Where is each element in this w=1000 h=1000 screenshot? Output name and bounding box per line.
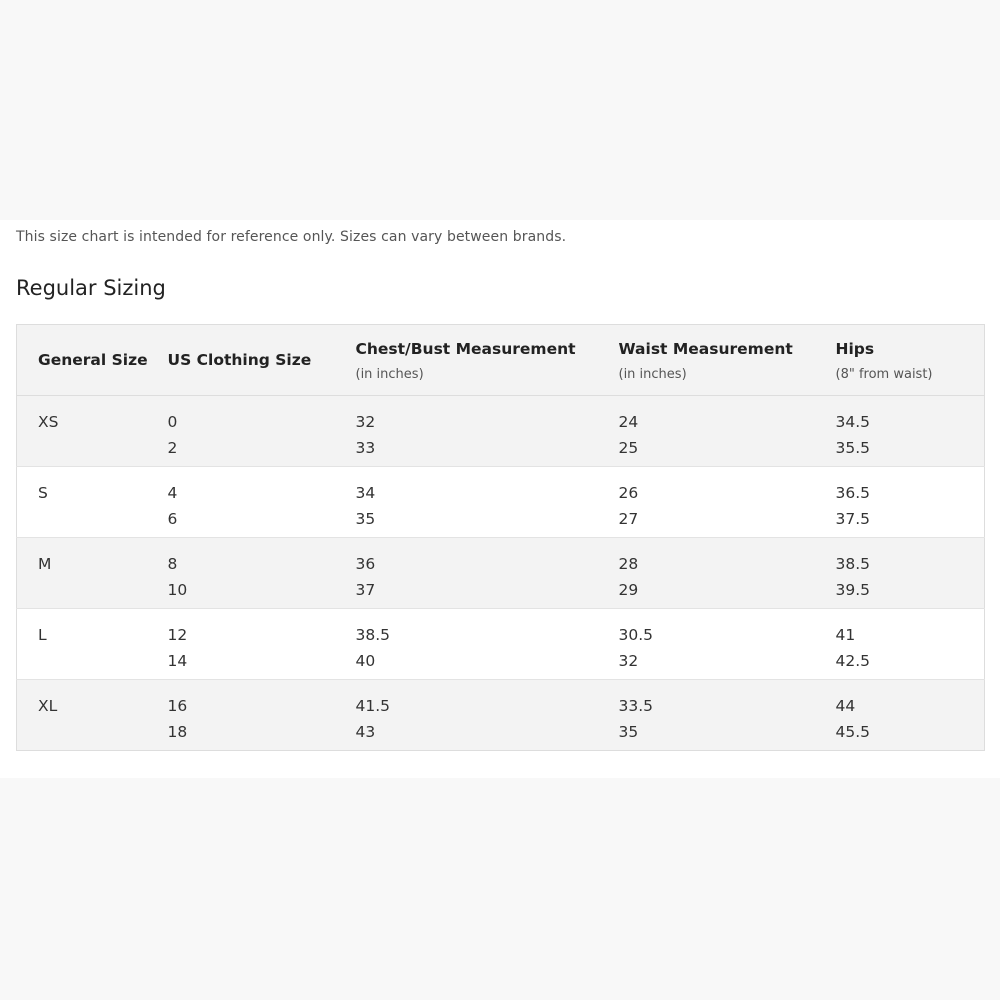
- table-row: [17, 467, 985, 538]
- cell-value: 39.5: [835, 581, 871, 599]
- cell-value: 44: [835, 697, 856, 715]
- cell-value: 12: [167, 626, 188, 644]
- general-size-cell: XS: [38, 413, 59, 431]
- cell-value: 14: [167, 652, 188, 670]
- cell-value: 29: [618, 581, 639, 599]
- header-sublabel: (8" from waist): [835, 367, 933, 382]
- cell-value: 42.5: [835, 652, 871, 670]
- waist-cell: [619, 396, 836, 467]
- header-label: General Size: [38, 351, 148, 369]
- section-title: Regular Sizing: [16, 276, 166, 300]
- cell-value: 26: [618, 484, 639, 502]
- cell-value: 37: [355, 581, 376, 599]
- us-size-cell: [168, 396, 356, 467]
- cell-value: 0: [167, 413, 178, 431]
- cell-value: 32: [618, 652, 639, 670]
- chest-cell: [356, 467, 619, 538]
- header-general-size: [17, 325, 168, 396]
- cell-value: 35: [355, 510, 376, 528]
- cell-value: 28: [618, 555, 639, 573]
- cell-value: 43: [355, 723, 376, 741]
- cell-value: 37.5: [835, 510, 871, 528]
- cell-value: 2: [167, 439, 178, 457]
- us-size-cell: [168, 467, 356, 538]
- cell-value: 40: [355, 652, 376, 670]
- hips-cell: [836, 680, 985, 751]
- us-size-cell: [168, 609, 356, 680]
- waist-cell: [619, 609, 836, 680]
- header-hips: [836, 325, 985, 396]
- cell-value: 35: [618, 723, 639, 741]
- waist-cell: [619, 467, 836, 538]
- chest-cell: [356, 538, 619, 609]
- waist-cell: [619, 538, 836, 609]
- header-label: Hips: [835, 340, 875, 358]
- disclaimer-text: This size chart is intended for reference only. Sizes can vary between brands.: [16, 229, 567, 245]
- cell-value: 41.5: [355, 697, 391, 715]
- header-sublabel: (in inches): [355, 367, 424, 382]
- cell-value: 35.5: [835, 439, 871, 457]
- cell-value: 27: [618, 510, 639, 528]
- general-size-cell: XL: [38, 697, 58, 715]
- cell-value: 45.5: [835, 723, 871, 741]
- cell-value: 38.5: [355, 626, 391, 644]
- cell-value: 18: [167, 723, 188, 741]
- header-label: Waist Measurement: [618, 340, 793, 358]
- hips-cell: [836, 467, 985, 538]
- table-row: [17, 396, 985, 467]
- cell-value: 6: [167, 510, 178, 528]
- table-row: [17, 609, 985, 680]
- header-sublabel: (in inches): [618, 367, 687, 382]
- table-row: [17, 680, 985, 751]
- cell-value: 41: [835, 626, 856, 644]
- table-row: [17, 538, 985, 609]
- cell-value: 34: [355, 484, 376, 502]
- cell-value: 4: [167, 484, 178, 502]
- general-size-cell: L: [38, 626, 47, 644]
- cell-value: 16: [167, 697, 188, 715]
- size-chart-panel: [0, 220, 1000, 778]
- us-size-cell: [168, 538, 356, 609]
- cell-value: 8: [167, 555, 178, 573]
- top-background: [0, 0, 1000, 220]
- header-chest-bust: [356, 325, 619, 396]
- general-size-cell: S: [38, 484, 48, 502]
- cell-value: 30.5: [618, 626, 654, 644]
- cell-value: 25: [618, 439, 639, 457]
- cell-value: 33: [355, 439, 376, 457]
- size-table: [16, 324, 985, 751]
- hips-cell: [836, 396, 985, 467]
- header-label: US Clothing Size: [167, 351, 312, 369]
- cell-value: 10: [167, 581, 188, 599]
- header-label: Chest/Bust Measurement: [355, 340, 576, 358]
- us-size-cell: [168, 680, 356, 751]
- chest-cell: [356, 609, 619, 680]
- header-us-clothing-size: [168, 325, 356, 396]
- header-waist: [619, 325, 836, 396]
- waist-cell: [619, 680, 836, 751]
- hips-cell: [836, 538, 985, 609]
- chest-cell: [356, 396, 619, 467]
- bottom-background: [0, 778, 1000, 1000]
- hips-cell: [836, 609, 985, 680]
- cell-value: 38.5: [835, 555, 871, 573]
- chest-cell: [356, 680, 619, 751]
- cell-value: 24: [618, 413, 639, 431]
- cell-value: 33.5: [618, 697, 654, 715]
- table-header-row: [17, 325, 985, 396]
- cell-value: 34.5: [835, 413, 871, 431]
- general-size-cell: M: [38, 555, 52, 573]
- cell-value: 36.5: [835, 484, 871, 502]
- cell-value: 32: [355, 413, 376, 431]
- cell-value: 36: [355, 555, 376, 573]
